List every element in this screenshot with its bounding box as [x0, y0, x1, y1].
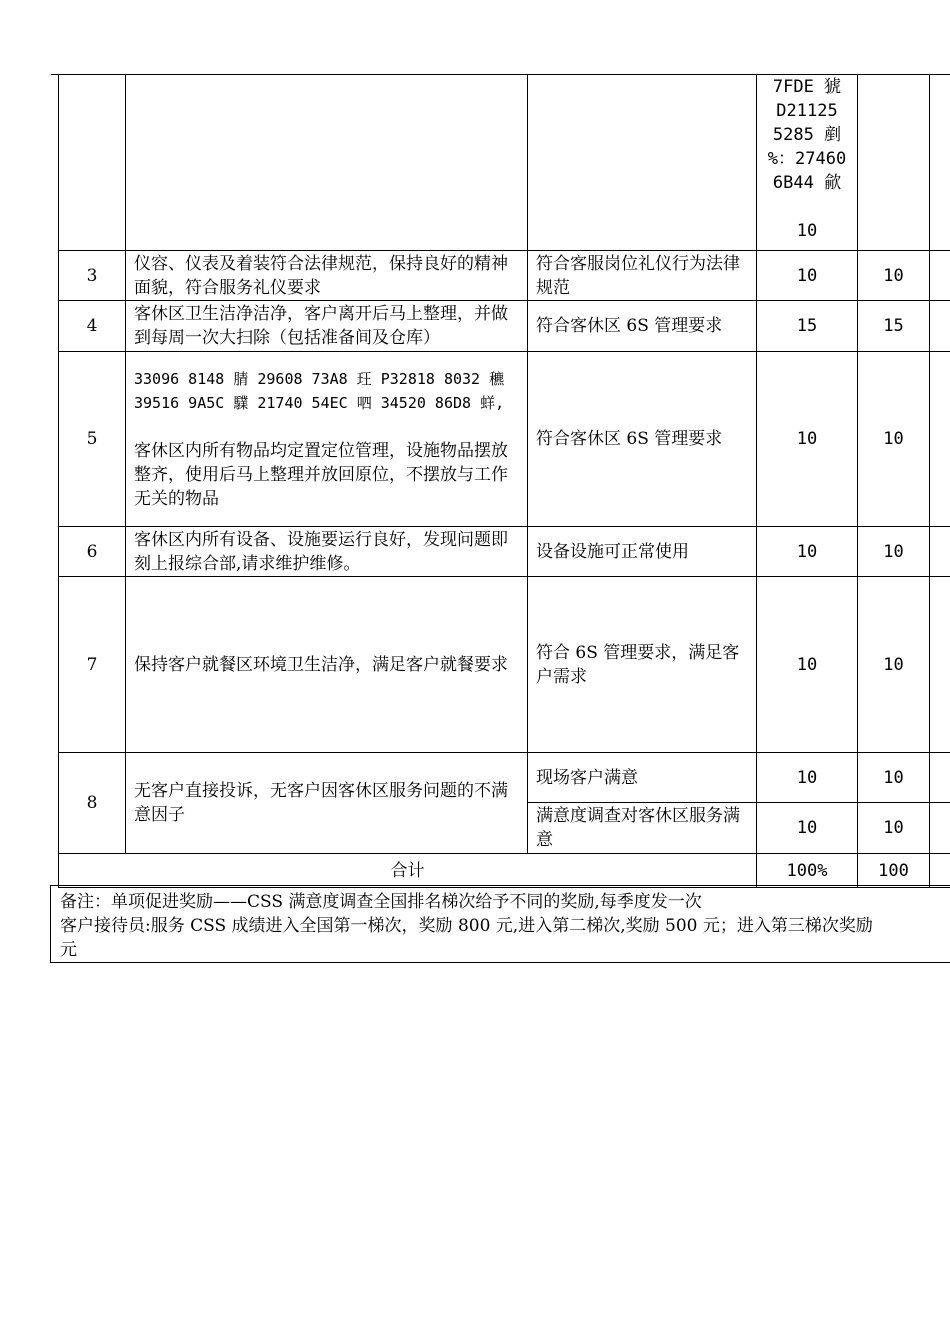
- points-cell: 15: [858, 301, 930, 352]
- points-cell: 10: [858, 577, 930, 753]
- content-cell: 保持客户就餐区环境卫生洁净，满足客户就餐要求: [126, 577, 528, 753]
- total-score: 100%: [757, 854, 858, 888]
- code-line: %：27460: [767, 149, 847, 169]
- notes-line: 元: [60, 940, 77, 960]
- score-cell: 10: [757, 803, 858, 854]
- table-row: [59, 301, 950, 352]
- row-number-cell: [59, 75, 126, 251]
- code-line: D21125: [776, 101, 838, 121]
- extra-cell: [930, 75, 950, 251]
- content-cell: 仪容、仪表及着装符合法律规范，保持良好的精神面貌，符合服务礼仪要求: [126, 251, 528, 301]
- score-cell: 10: [757, 251, 858, 301]
- total-label: 合计: [59, 854, 757, 888]
- extra-cell: [930, 753, 950, 803]
- standard-cell: [528, 75, 757, 251]
- total-points: 100: [858, 854, 930, 888]
- points-cell: 10: [858, 753, 930, 803]
- score-cell: 10: [757, 577, 858, 753]
- notes-line: 备注：单项促进奖励——CSS 满意度调查全国排名梯次给予不同的奖励,每季度发一次: [60, 892, 702, 912]
- content-cell: 客休区内所有设备、设施要运行良好，发现问题即刻上报综合部,请求维护维修。: [126, 527, 528, 577]
- content-cell: 无客户直接投诉，无客户因客休区服务问题的不满意因子: [126, 753, 528, 854]
- table-row: [59, 75, 950, 251]
- extra-cell: [930, 352, 950, 527]
- content-text: 客休区内所有物品均定置定位管理，设施物品摆放整齐，使用后马上整理并放回原位，不摆放与工作无关的物品: [134, 441, 508, 509]
- extra-cell: [930, 803, 950, 854]
- row-number: 7: [59, 577, 126, 753]
- extra-cell: [930, 854, 950, 888]
- table-row: [59, 753, 950, 803]
- score-cell: 10: [757, 527, 858, 577]
- points-cell: 10: [858, 803, 930, 854]
- standard-cell: 设备设施可正常使用: [528, 527, 757, 577]
- extra-cell: [930, 527, 950, 577]
- assessment-table: [58, 74, 950, 888]
- extra-cell: [930, 577, 950, 753]
- row-number: 3: [59, 251, 126, 301]
- score-value: 10: [796, 221, 818, 241]
- score-cell: [757, 75, 858, 251]
- score-cell: 15: [757, 301, 858, 352]
- code-line: 7FDE 猇: [772, 77, 842, 97]
- points-cell: 10: [858, 251, 930, 301]
- extra-cell: [930, 251, 950, 301]
- code-line: 6B44 歈: [772, 173, 842, 193]
- points-cell: 10: [858, 527, 930, 577]
- score-cell: 10: [757, 753, 858, 803]
- extra-cell: [930, 301, 950, 352]
- row-number: 6: [59, 527, 126, 577]
- content-code-text: 33096 8148 腈 29608 73A8 玨 P32818 8032 穮 39516 9A5C 驜 21740 54EC 呬 34520 86D8 蛘,: [134, 370, 505, 412]
- row-number: 4: [59, 301, 126, 352]
- table-row: [59, 352, 950, 527]
- spacer: [757, 195, 857, 219]
- content-cell: 客休区卫生洁净洁净，客户离开后马上整理，并做到每周一次大扫除（包括准备间及仓库）: [126, 301, 528, 352]
- standard-cell: 符合客休区 6S 管理要求: [528, 352, 757, 527]
- row-number: 8: [59, 753, 126, 854]
- row-number: 5: [59, 352, 126, 527]
- score-cell: 10: [757, 352, 858, 527]
- table-row: [59, 251, 950, 301]
- points-cell: 10: [858, 352, 930, 527]
- content-cell: [126, 75, 528, 251]
- notes-box: [50, 885, 950, 963]
- standard-cell: 现场客户满意: [528, 753, 757, 803]
- code-line: 5285 剷: [772, 125, 842, 145]
- table-row: [59, 527, 950, 577]
- content-cell: [126, 352, 528, 527]
- standard-cell: 符合客休区 6S 管理要求: [528, 301, 757, 352]
- standard-cell: 符合客服岗位礼仪行为法律规范: [528, 251, 757, 301]
- notes-line: 客户接待员:服务 CSS 成绩进入全国第一梯次，奖励 800 元,进入第二梯次,奖励 500 元；进入第三梯次奖励: [60, 916, 873, 936]
- table-row: [59, 577, 950, 753]
- spacer: [134, 415, 519, 439]
- standard-cell: 满意度调查对客休区服务满意: [528, 803, 757, 854]
- standard-cell: 符合 6S 管理要求，满足客户需求: [528, 577, 757, 753]
- total-row: [59, 854, 950, 888]
- points-cell: [858, 75, 930, 251]
